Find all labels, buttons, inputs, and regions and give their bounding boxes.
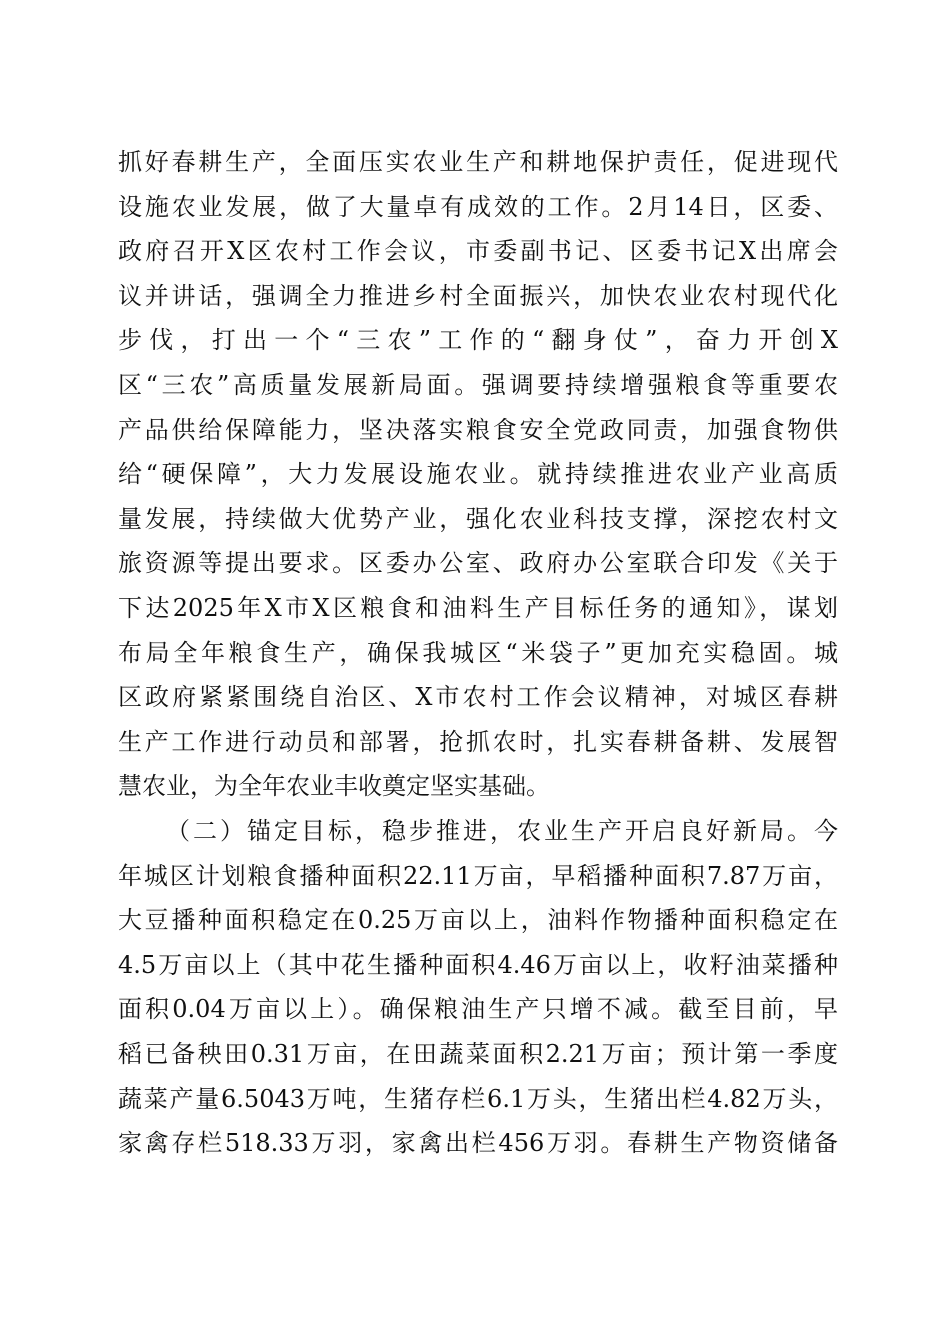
paragraph-line: 旅资源等提出要求。区委办公室、政府办公室联合印发《关于 bbox=[118, 549, 838, 578]
paragraph-line: 步伐，打出一个“三农”工作的“翻身仗”，奋力开创X bbox=[118, 326, 838, 355]
paragraph-line: 议并讲话，强调全力推进乡村全面振兴，加快农业农村现代化 bbox=[118, 281, 838, 310]
paragraph-line: 年城区计划粮食播种面积22.11万亩，早稻播种面积7.87万亩， bbox=[118, 861, 838, 890]
paragraph-line: 慧农业，为全年农业丰收奠定坚实基础。 bbox=[118, 772, 550, 801]
body-paragraph-1 bbox=[118, 140, 838, 809]
paragraph-line: 布局全年粮食生产，确保我城区“米袋子”更加充实稳固。城 bbox=[118, 638, 838, 667]
paragraph-line: 生产工作进行动员和部署，抢抓农时，扎实春耕备耕、发展智 bbox=[118, 727, 838, 756]
paragraph-line: 产品供给保障能力，坚决落实粮食安全党政同责，加强食物供 bbox=[118, 415, 838, 444]
section-heading-line: （二）锚定目标，稳步推进，农业生产开启良好新局。今 bbox=[166, 817, 838, 845]
paragraph-line: 下达2025年X市X区粮食和油料生产目标任务的通知》，谋划 bbox=[118, 593, 838, 622]
paragraph-line: 面积0.04万亩以上）。确保粮油生产只增不减。截至目前，早 bbox=[118, 995, 838, 1024]
body-paragraph-2 bbox=[118, 809, 838, 1166]
paragraph-line: 区“三农”高质量发展新局面。强调要持续增强粮食等重要农 bbox=[118, 370, 838, 399]
paragraph-line: 量发展，持续做大优势产业，强化农业科技支撑，深挖农村文 bbox=[118, 504, 838, 533]
paragraph-line: 蔬菜产量6.5043万吨，生猪存栏6.1万头，生猪出栏4.82万头， bbox=[118, 1084, 838, 1113]
paragraph-line: 4.5万亩以上（其中花生播种面积4.46万亩以上，收籽油菜播种 bbox=[118, 950, 838, 979]
paragraph-line: 大豆播种面积稳定在0.25万亩以上，油料作物播种面积稳定在 bbox=[118, 906, 838, 935]
paragraph-line: 设施农业发展，做了大量卓有成效的工作。2月14日，区委、 bbox=[118, 192, 838, 221]
paragraph-line: 家禽存栏518.33万羽，家禽出栏456万羽。春耕生产物资储备 bbox=[118, 1129, 838, 1158]
paragraph-line: 区政府紧紧围绕自治区、X市农村工作会议精神，对城区春耕 bbox=[118, 683, 838, 712]
paragraph-line: 抓好春耕生产，全面压实农业生产和耕地保护责任，促进现代 bbox=[118, 148, 838, 176]
paragraph-line: 稻已备秧田0.31万亩，在田蔬菜面积2.21万亩；预计第一季度 bbox=[118, 1039, 838, 1068]
paragraph-line: 政府召开X区农村工作会议，市委副书记、区委书记X出席会 bbox=[118, 237, 838, 266]
paragraph-line: 给“硬保障”，大力发展设施农业。就持续推进农业产业高质 bbox=[118, 460, 838, 489]
